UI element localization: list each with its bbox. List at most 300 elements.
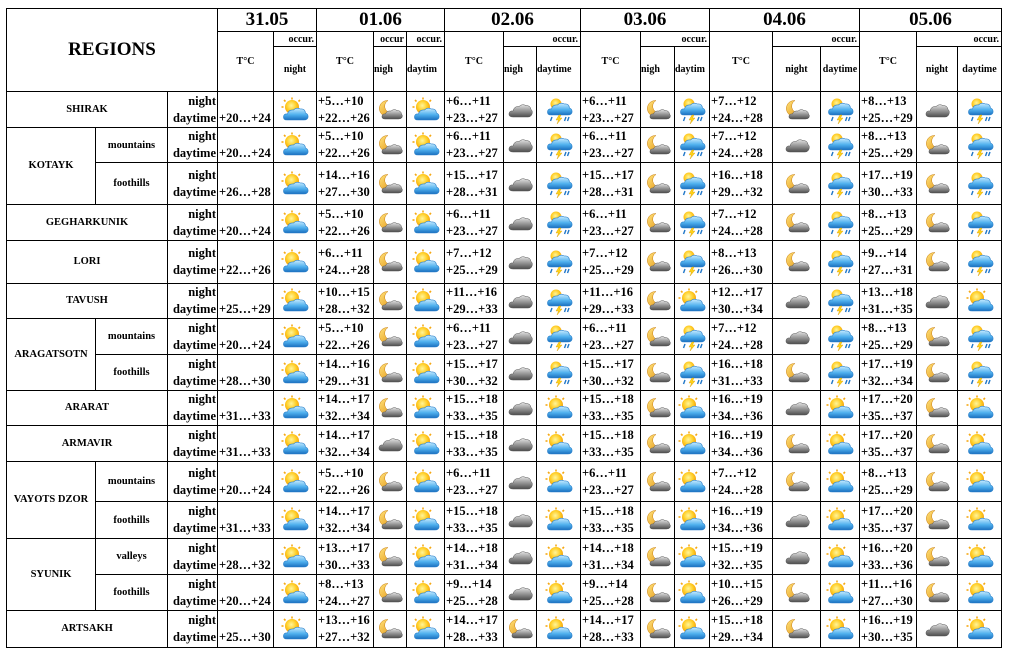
- night-temperature: +14…+18: [582, 540, 634, 555]
- daytime-temperature: +32…+34: [318, 521, 370, 535]
- forecast-row: [7, 355, 1002, 391]
- daytime-temperature: +31…+33: [711, 373, 763, 388]
- daytime-icon-cell: [821, 611, 860, 648]
- daytime-icon-cell: [675, 539, 710, 575]
- night-label: night: [188, 540, 216, 555]
- thunderstorm-rain-icon: [821, 359, 859, 387]
- temperature-cell: [218, 284, 274, 319]
- sun-cloud-icon: [675, 544, 709, 570]
- moon-cloud-icon: [374, 251, 406, 273]
- sun-cloud-icon: [407, 507, 444, 533]
- daytime-icon-cell: [274, 128, 317, 163]
- cloudy-icon: [773, 135, 820, 155]
- night-temperature: +15…+19: [711, 540, 763, 555]
- night-icon-cell: [917, 241, 958, 284]
- moon-cloud-icon: [917, 326, 957, 348]
- daytime-label: daytime: [172, 302, 216, 316]
- moon-cloud-icon: [374, 362, 406, 384]
- daytime-icon-cell: [821, 319, 860, 355]
- daytime-label: daytime: [172, 557, 216, 572]
- sun-cloud-icon: [675, 395, 709, 421]
- night-temperature: +6…+11: [582, 93, 627, 108]
- daytime-icon-cell: [675, 502, 710, 539]
- night-icon-cell: [374, 163, 407, 205]
- moon-cloud-icon: [917, 212, 957, 234]
- daytime-icon-cell: [675, 391, 710, 426]
- daytime-temperature: +28…+32: [219, 557, 271, 572]
- daytime-temperature: +33…+35: [582, 521, 634, 535]
- temperature-cell: [710, 92, 773, 128]
- thunderstorm-rain-icon: [958, 209, 1001, 237]
- night-temperature: +8…+13: [861, 320, 907, 335]
- temperature-cell: [710, 163, 773, 205]
- night-temperature: +8…+13: [861, 129, 907, 143]
- daytime-label: daytime: [172, 521, 216, 535]
- night-icon-cell: [374, 355, 407, 391]
- daytime-icon-cell: [274, 205, 317, 241]
- sun-cloud-icon: [821, 395, 859, 421]
- daytime-temperature: +23…+27: [446, 223, 498, 238]
- daytime-temperature: +23…+27: [582, 482, 634, 497]
- daytime-icon-cell: [958, 128, 1002, 163]
- night-temperature: +14…+17: [318, 392, 370, 406]
- night-icon-cell: [504, 128, 537, 163]
- time-of-day-labels: [168, 462, 218, 502]
- sun-cloud-icon: [958, 288, 1001, 314]
- moon-cloud-icon: [374, 99, 406, 121]
- daytime-temperature: +22…+26: [318, 110, 370, 125]
- moon-cloud-icon: [917, 471, 957, 493]
- moon-cloud-icon: [917, 546, 957, 568]
- temp-header: T°C: [860, 32, 917, 92]
- daytime-label: daytime: [172, 444, 216, 459]
- night-temperature: +15…+18: [582, 392, 634, 406]
- sun-cloud-icon: [274, 171, 316, 197]
- sun-cloud-icon: [274, 324, 316, 350]
- night-icon-cell: [773, 241, 821, 284]
- forecast-row: [7, 92, 1002, 128]
- night-icon-cell: [504, 205, 537, 241]
- daytime-icon-cell: [407, 205, 445, 241]
- daytime-temperature: +33…+35: [446, 409, 498, 423]
- daytime-temperature: +28…+33: [446, 630, 498, 644]
- temperature-cell: [860, 611, 917, 648]
- daytime-icon-cell: [537, 92, 581, 128]
- daytime-temperature: +29…+31: [318, 373, 370, 388]
- date-header-1: 31.05: [218, 9, 317, 32]
- night-icon-cell: [374, 391, 407, 426]
- sun-cloud-icon: [958, 580, 1001, 606]
- moon-cloud-icon: [641, 582, 674, 604]
- night-icon-cell: [917, 355, 958, 391]
- night-temperature: +14…+16: [318, 356, 370, 371]
- sun-cloud-icon: [407, 210, 444, 236]
- daytime-icon-cell: [821, 355, 860, 391]
- night-icon-cell: [917, 426, 958, 462]
- night-icon-cell: [504, 502, 537, 539]
- night-temperature: +16…+19: [711, 427, 763, 442]
- temperature-cell: [710, 426, 773, 462]
- night-label: night: [188, 613, 216, 627]
- night-icon-cell: [917, 391, 958, 426]
- daytime-temperature: +28…+32: [318, 302, 370, 316]
- night-icon-cell: [917, 611, 958, 648]
- temperature-cell: [860, 391, 917, 426]
- night-col-header: night: [917, 47, 958, 92]
- daytime-temperature: +35…+37: [861, 521, 913, 535]
- night-temperature: +13…+17: [318, 540, 370, 555]
- cloudy-icon: [773, 510, 820, 530]
- cloudy-icon: [504, 174, 536, 194]
- date-header-2: 01.06: [317, 9, 445, 32]
- daytime-icon-cell: [537, 462, 581, 502]
- night-icon-cell: [773, 128, 821, 163]
- sun-cloud-icon: [407, 580, 444, 606]
- night-temperature: +13…+18: [861, 285, 913, 299]
- subregion-name: foothills: [96, 502, 168, 539]
- daytime-temperature: +27…+30: [861, 593, 913, 608]
- sun-cloud-icon: [274, 97, 316, 123]
- night-temperature: +5…+10: [318, 93, 364, 108]
- region-name: ARARAT: [7, 391, 168, 426]
- night-icon-cell: [917, 462, 958, 502]
- forecast-row: [7, 539, 1002, 575]
- moon-cloud-icon: [641, 212, 674, 234]
- night-label: night: [188, 246, 216, 260]
- night-temperature: +9…+14: [446, 576, 492, 591]
- forecast-row: [7, 462, 1002, 502]
- daytime-icon-cell: [537, 284, 581, 319]
- sun-cloud-icon: [821, 431, 859, 457]
- night-icon-cell: [374, 462, 407, 502]
- night-label: night: [188, 504, 216, 518]
- night-icon-cell: [773, 391, 821, 426]
- daytime-temperature: +24…+28: [711, 110, 763, 125]
- occur-header: occur.: [773, 32, 860, 47]
- daytime-temperature: +34…+36: [711, 409, 763, 423]
- night-temperature: +6…+11: [446, 465, 491, 480]
- thunderstorm-rain-icon: [958, 131, 1001, 159]
- moon-cloud-icon: [374, 173, 406, 195]
- moon-cloud-icon: [641, 173, 674, 195]
- cloudy-icon: [773, 327, 820, 347]
- temperature-cell: [445, 462, 504, 502]
- sun-cloud-icon: [958, 507, 1001, 533]
- daytime-icon-cell: [274, 92, 317, 128]
- daytime-temperature: +24…+28: [711, 146, 763, 160]
- subregion-name: mountains: [96, 128, 168, 163]
- daytime-icon-cell: [958, 163, 1002, 205]
- night-temperature: +6…+11: [446, 320, 491, 335]
- forecast-row: [7, 128, 1002, 163]
- temperature-cell: [218, 92, 274, 128]
- thunderstorm-rain-icon: [821, 96, 859, 124]
- night-icon-cell: [641, 355, 675, 391]
- moon-cloud-icon: [641, 99, 674, 121]
- daytime-temperature: +25…+28: [446, 593, 498, 608]
- temperature-cell: [218, 355, 274, 391]
- temperature-cell: [317, 128, 374, 163]
- sun-cloud-icon: [537, 544, 580, 570]
- night-temperature: +6…+11: [582, 206, 627, 221]
- night-temperature: +9…+14: [861, 246, 907, 260]
- night-temperature: +5…+10: [318, 465, 364, 480]
- moon-cloud-icon: [641, 509, 674, 531]
- daytime-temperature: +35…+37: [861, 444, 913, 459]
- temperature-cell: [710, 241, 773, 284]
- night-temperature: +17…+19: [861, 356, 913, 371]
- temperature-cell: [445, 128, 504, 163]
- night-temperature: +6…+11: [446, 129, 491, 143]
- night-label: night: [188, 167, 216, 182]
- daytime-icon-cell: [407, 426, 445, 462]
- daytime-icon-cell: [407, 241, 445, 284]
- daytime-temperature: +29…+33: [582, 302, 634, 316]
- daytime-temperature: +30…+33: [318, 557, 370, 572]
- daytime-temperature: +23…+27: [582, 223, 634, 238]
- daytime-temperature: +32…+34: [318, 444, 370, 459]
- daytime-icon-cell: [958, 575, 1002, 611]
- sun-cloud-icon: [274, 288, 316, 314]
- thunderstorm-rain-icon: [821, 248, 859, 276]
- daytime-icon-cell: [675, 205, 710, 241]
- thunderstorm-rain-icon: [958, 170, 1001, 198]
- daytime-icon-cell: [958, 539, 1002, 575]
- daytime-temperature: +22…+26: [219, 263, 271, 277]
- cloudy-icon: [504, 252, 536, 272]
- daytime-label: daytime: [172, 337, 216, 352]
- time-of-day-labels: [168, 241, 218, 284]
- daytime-temperature: +29…+32: [711, 184, 763, 199]
- daytime-temperature: +33…+35: [582, 444, 634, 459]
- night-icon-cell: [641, 128, 675, 163]
- subregion-name: foothills: [96, 163, 168, 205]
- forecast-table: [6, 8, 1002, 648]
- region-name: LORI: [7, 241, 168, 284]
- sun-cloud-icon: [407, 395, 444, 421]
- sun-cloud-icon: [537, 431, 580, 457]
- regions-header: REGIONS: [7, 9, 218, 92]
- sun-cloud-icon: [675, 469, 709, 495]
- temperature-cell: [710, 355, 773, 391]
- night-icon-cell: [773, 355, 821, 391]
- daytime-icon-cell: [274, 391, 317, 426]
- daytime-col-header: daytime: [958, 47, 1002, 92]
- night-temperature: +15…+18: [582, 427, 634, 442]
- temperature-cell: [581, 426, 641, 462]
- night-temperature: +7…+12: [711, 129, 757, 143]
- daytime-temperature: +25…+29: [861, 146, 913, 160]
- daytime-icon-cell: [821, 502, 860, 539]
- cloudy-icon: [504, 547, 536, 567]
- temperature-cell: [445, 241, 504, 284]
- night-temperature: +16…+19: [861, 613, 913, 627]
- night-icon-cell: [374, 92, 407, 128]
- temperature-cell: [581, 205, 641, 241]
- sun-cloud-icon: [274, 580, 316, 606]
- daytime-icon-cell: [274, 163, 317, 205]
- temperature-cell: [860, 92, 917, 128]
- daytime-temperature: +25…+29: [861, 223, 913, 238]
- temperature-cell: [317, 241, 374, 284]
- daytime-icon-cell: [407, 539, 445, 575]
- temperature-cell: [317, 205, 374, 241]
- daytime-temperature: +30…+32: [582, 373, 634, 388]
- night-icon-cell: [773, 284, 821, 319]
- night-icon-cell: [641, 163, 675, 205]
- daytime-icon-cell: [537, 355, 581, 391]
- daytime-icon-cell: [675, 92, 710, 128]
- night-temperature: +12…+17: [711, 285, 763, 299]
- time-of-day-labels: [168, 92, 218, 128]
- daytime-icon-cell: [407, 391, 445, 426]
- cloudy-icon: [917, 619, 957, 639]
- region-name: SYUNIK: [7, 539, 96, 611]
- night-icon-cell: [773, 502, 821, 539]
- night-temperature: +6…+11: [582, 465, 627, 480]
- daytime-icon-cell: [675, 284, 710, 319]
- temperature-cell: [710, 611, 773, 648]
- moon-cloud-icon: [773, 173, 820, 195]
- night-temperature: +15…+18: [446, 427, 498, 442]
- daytime-icon-cell: [537, 205, 581, 241]
- thunderstorm-rain-icon: [537, 170, 580, 198]
- thunderstorm-rain-icon: [537, 209, 580, 237]
- temperature-cell: [218, 502, 274, 539]
- temperature-cell: [860, 205, 917, 241]
- daytime-temperature: +34…+36: [711, 444, 763, 459]
- region-name: ARAGATSOTN: [7, 319, 96, 391]
- night-temperature: +15…+18: [711, 613, 763, 627]
- night-icon-cell: [641, 426, 675, 462]
- night-col-header: nigh: [504, 47, 537, 92]
- sun-cloud-icon: [821, 507, 859, 533]
- night-icon-cell: [641, 391, 675, 426]
- daytime-icon-cell: [821, 391, 860, 426]
- daytime-temperature: +23…+27: [446, 146, 498, 160]
- night-temperature: +14…+16: [318, 167, 370, 182]
- time-of-day-labels: [168, 539, 218, 575]
- sun-cloud-icon: [407, 288, 444, 314]
- night-icon-cell: [641, 241, 675, 284]
- daytime-icon-cell: [407, 319, 445, 355]
- temperature-cell: [581, 502, 641, 539]
- temperature-cell: [860, 355, 917, 391]
- time-of-day-labels: [168, 575, 218, 611]
- night-temperature: +16…+18: [711, 167, 763, 182]
- daytime-icon-cell: [407, 284, 445, 319]
- temperature-cell: [581, 241, 641, 284]
- sun-cloud-icon: [958, 431, 1001, 457]
- temperature-cell: [581, 462, 641, 502]
- night-label: night: [188, 320, 216, 335]
- daytime-temperature: +25…+29: [861, 482, 913, 497]
- night-temperature: +16…+19: [711, 504, 763, 518]
- temperature-cell: [581, 611, 641, 648]
- daytime-icon-cell: [958, 284, 1002, 319]
- night-temperature: +15…+17: [446, 167, 498, 182]
- sun-cloud-icon: [675, 580, 709, 606]
- moon-cloud-icon: [773, 433, 820, 455]
- daytime-icon-cell: [274, 319, 317, 355]
- night-icon-cell: [773, 205, 821, 241]
- night-temperature: +16…+18: [711, 356, 763, 371]
- thunderstorm-rain-icon: [821, 287, 859, 315]
- night-temperature: +11…+16: [446, 285, 498, 299]
- daytime-temperature: +20…+24: [219, 223, 271, 238]
- daytime-col-header: daytim: [407, 47, 445, 92]
- night-icon-cell: [374, 319, 407, 355]
- temperature-cell: [317, 611, 374, 648]
- daytime-temperature: +25…+29: [446, 263, 498, 277]
- temperature-cell: [710, 284, 773, 319]
- forecast-row: [7, 502, 1002, 539]
- daytime-icon-cell: [407, 502, 445, 539]
- daytime-col-header: daytime: [537, 47, 581, 92]
- date-header-4: 03.06: [581, 9, 710, 32]
- daytime-icon-cell: [821, 284, 860, 319]
- night-temperature: +17…+20: [861, 427, 913, 442]
- sun-cloud-icon: [274, 210, 316, 236]
- moon-cloud-icon: [641, 251, 674, 273]
- forecast-row: [7, 205, 1002, 241]
- moon-cloud-icon: [374, 618, 406, 640]
- night-temperature: +5…+10: [318, 129, 364, 143]
- daytime-icon-cell: [274, 502, 317, 539]
- thunderstorm-rain-icon: [958, 359, 1001, 387]
- daytime-icon-cell: [958, 611, 1002, 648]
- night-icon-cell: [773, 163, 821, 205]
- night-icon-cell: [917, 163, 958, 205]
- night-temperature: +14…+17: [318, 504, 370, 518]
- daytime-temperature: +31…+33: [219, 444, 271, 459]
- sun-cloud-icon: [537, 580, 580, 606]
- night-icon-cell: [374, 128, 407, 163]
- daytime-temperature: +25…+30: [219, 630, 271, 644]
- daytime-temperature: +27…+30: [318, 184, 370, 199]
- daytime-icon-cell: [675, 241, 710, 284]
- night-temperature: +13…+16: [318, 613, 370, 627]
- night-label: night: [188, 356, 216, 371]
- cloudy-icon: [917, 100, 957, 120]
- daytime-temperature: +24…+28: [711, 223, 763, 238]
- sun-cloud-icon: [407, 616, 444, 642]
- night-icon-cell: [917, 284, 958, 319]
- daytime-icon-cell: [958, 355, 1002, 391]
- thunderstorm-rain-icon: [675, 359, 709, 387]
- date-header-5: 04.06: [710, 9, 860, 32]
- night-temperature: +6…+11: [582, 320, 627, 335]
- night-icon-cell: [773, 462, 821, 502]
- moon-cloud-icon: [773, 212, 820, 234]
- sun-cloud-icon: [407, 360, 444, 386]
- cloudy-icon: [773, 398, 820, 418]
- moon-cloud-icon: [641, 397, 674, 419]
- daytime-icon-cell: [274, 575, 317, 611]
- night-label: night: [188, 93, 216, 108]
- daytime-temperature: +24…+28: [318, 263, 370, 277]
- daytime-icon-cell: [537, 241, 581, 284]
- moon-cloud-icon: [773, 582, 820, 604]
- daytime-temperature: +34…+36: [711, 521, 763, 535]
- daytime-icon-cell: [407, 355, 445, 391]
- daytime-temperature: +30…+34: [711, 302, 763, 316]
- moon-cloud-icon: [641, 618, 674, 640]
- time-of-day-labels: [168, 205, 218, 241]
- temperature-cell: [317, 355, 374, 391]
- forecast-row: [7, 319, 1002, 355]
- daytime-icon-cell: [675, 611, 710, 648]
